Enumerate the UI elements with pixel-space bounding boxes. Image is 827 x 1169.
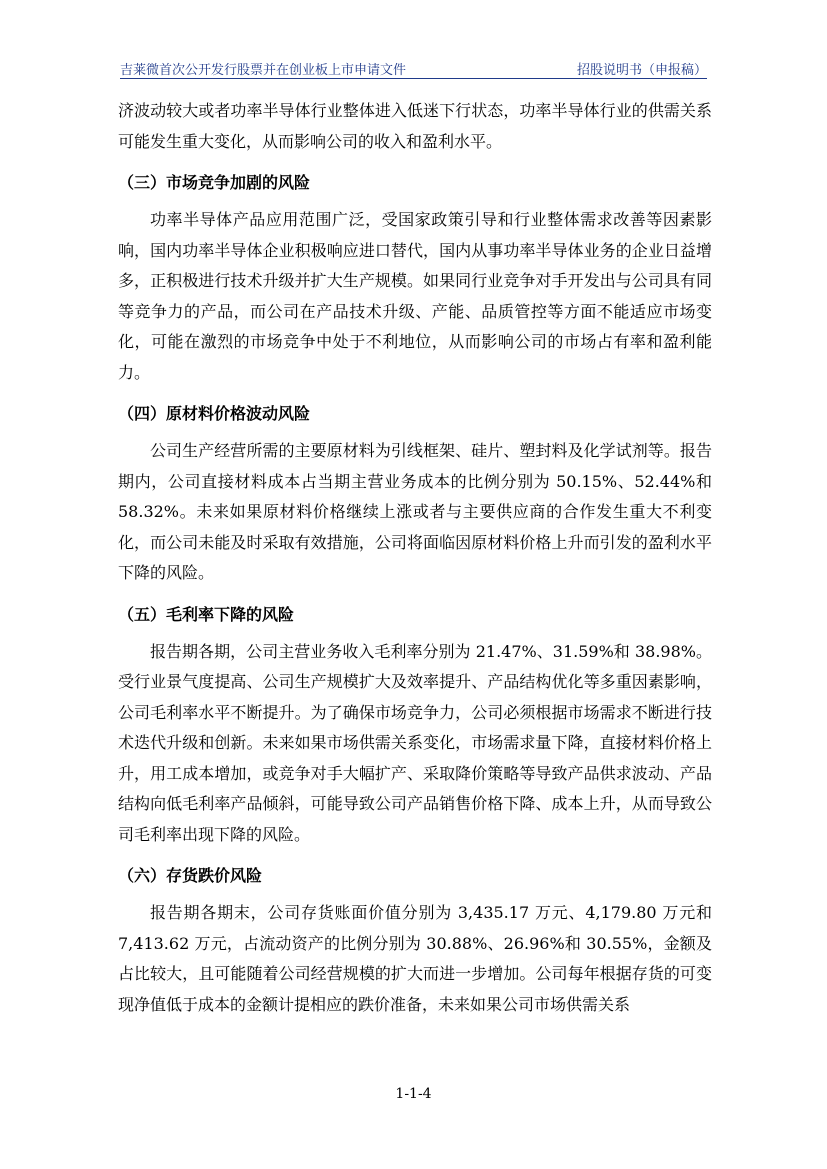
document-type: 招股说明书（申报稿） — [576, 63, 707, 78]
section-heading-gross-margin: （五）毛利率下降的风险 — [118, 604, 295, 624]
section-heading-competition: （三）市场竞争加剧的风险 — [118, 173, 311, 192]
paragraph-raw-materials: 公司生产经营所需的主要原材料为引线框架、硅片、塑封料及化学试剂等。报告期内，公司直接材料成本占当期主营业务成本的比例分别为 50.15%、52.44%和 58.32%。未来如果原材料价格继续上涨或者与主要供应商的合作发生重大不利变化，而公司未能及时采取有效措施，公司将面临因原材料价格上升而引发的盈利水平下降的风险。 — [118, 441, 712, 582]
section-heading-inventory: （六）存货跌价风险 — [118, 866, 263, 885]
continuation-paragraph: 济波动较大或者功率半导体行业整体进入低迷下行状态，功率半导体行业的供需关系可能发生重大变化，从而影响公司的收入和盈利水平。 — [118, 101, 712, 151]
paragraph-gross-margin: 报告期各期，公司主营业务收入毛利率分别为 21.47%、31.59%和 38.98%。受行业景气度提高、公司生产规模扩大及效率提升、产品结构优化等多重因素影响，公司毛利率水平不断提升。为了确保市场竞争力，公司必须根据市场需求不断进行技术迭代升级和创新。未来如果市场供需关系变化，市场需求量下降，直接材料价格上升，用工成本增加，或竞争对手大幅扩产、采取降价策略等导致产品供求波动、产品结构向低毛利率产品倾斜，可能导致公司产品销售价格下降、成本上升，从而导致公司毛利率出现下降的风险。 — [118, 641, 712, 844]
page-body — [118, 96, 712, 1020]
section-heading-raw-materials: （四）原材料价格波动风险 — [118, 404, 311, 423]
page-number: 1-1-4 — [395, 1086, 432, 1102]
paragraph-inventory: 报告期各期末，公司存货账面价值分别为 3,435.17 万元、4,179.80 万元和 7,413.62 万元，占流动资产的比例分别为 30.88%、26.96%和 30.55%，金额及占比较大，且可能随着公司经营规模的扩大而进一步增加。公司每年根据存货的可变现净值低于成本的金额计提相应的跌价准备，未来如果公司市场供需关系 — [118, 903, 712, 1014]
document-title: 吉莱微首次公开发行股票并在创业板上市申请文件 — [120, 63, 407, 78]
page-header — [120, 58, 707, 79]
paragraph-competition: 功率半导体产品应用范围广泛，受国家政策引导和行业整体需求改善等因素影响，国内功率半导体企业积极响应进口替代，国内从事功率半导体业务的企业日益增多，正积极进行技术升级并扩大生产规模。如果同行业竞争对手开发出与公司具有同等竞争力的产品，而公司在产品技术升级、产能、品质管控等方面不能适应市场变化，可能在激烈的市场竞争中处于不利地位，从而影响公司的市场占有率和盈利能力。 — [118, 210, 712, 382]
